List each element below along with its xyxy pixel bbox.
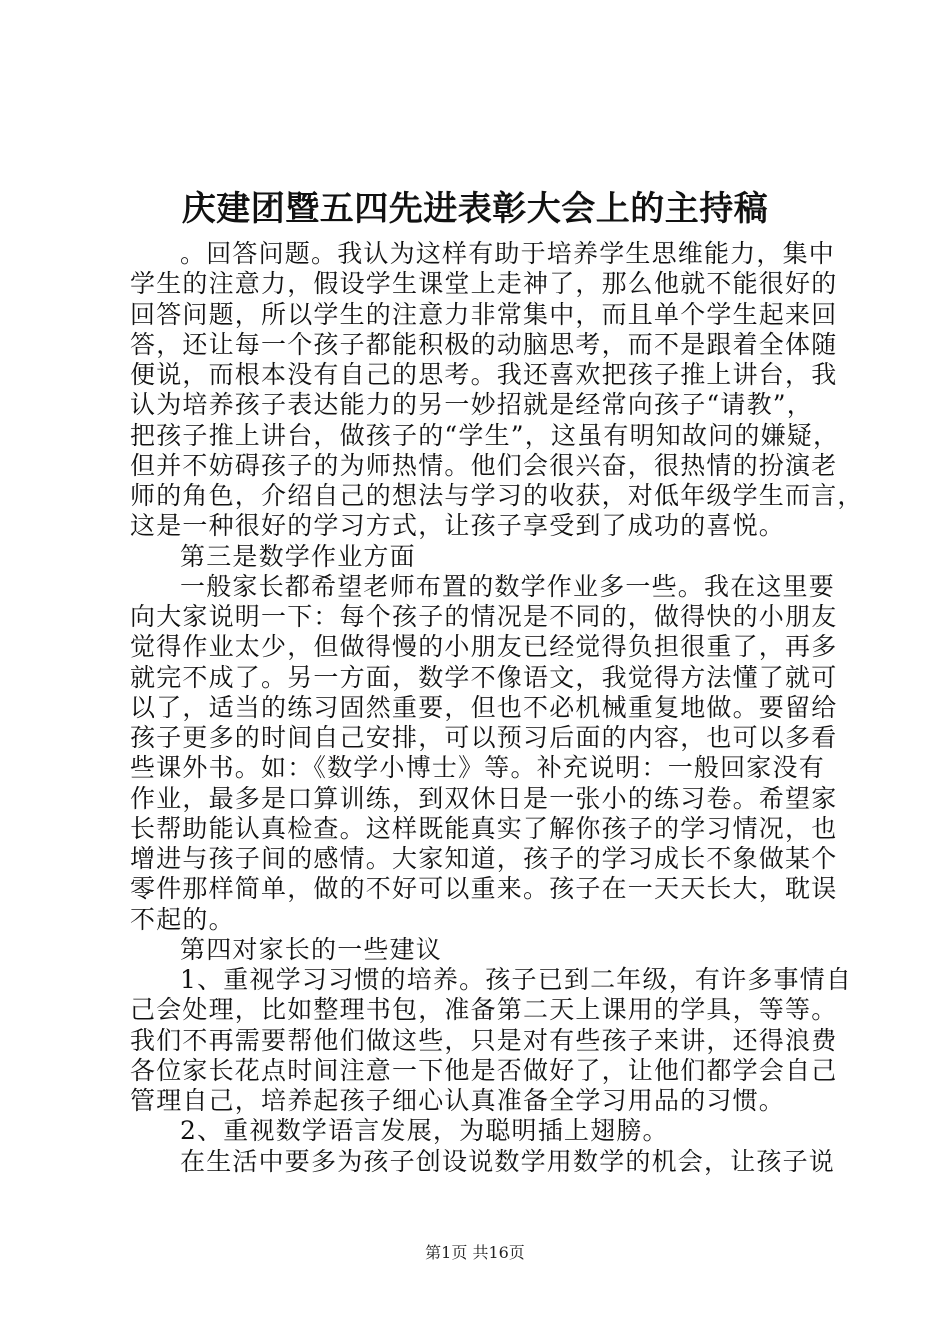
text-line: 一般家长都希望老师布置的数学作业多一些。我在这里要 <box>180 571 836 601</box>
text-line: 向大家说明一下：每个孩子的情况是不同的，做得快的小朋友 <box>130 602 838 631</box>
text-line: 把孩子推上讲台，做孩子的“学生”，这虽有明知故问的嫌疑， <box>130 420 840 450</box>
text-line: 学生的注意力，假设学生课堂上走神了，那么他就不能很好的 <box>130 269 838 299</box>
text-line: 便说，而根本没有自己的思考。我还喜欢把孩子推上讲台，我 <box>130 360 838 389</box>
text-line: 回答问题，所以学生的注意力非常集中，而且单个学生起来回 <box>130 299 838 329</box>
text-line: 长帮助能认真检查。这样既能真实了解你孩子的学习情况，也 <box>130 813 838 843</box>
text-line: 就完不成了。另一方面，数学不像语文，我觉得方法懂了就可 <box>130 662 838 692</box>
text-line: 各位家长花点时间注意一下他是否做好了，让他们都学会自己 <box>130 1055 838 1085</box>
text-line: 答，还让每一个孩子都能积极的动脑思考，而不是跟着全体随 <box>130 329 838 359</box>
text-line: 我们不再需要帮他们做这些，只是对有些孩子来讲，还得浪费 <box>130 1025 838 1055</box>
text-line: 。回答问题。我认为这样有助于培养学生思维能力，集中 <box>180 239 836 268</box>
text-line: 作业，最多是口算训练，到双休日是一张小的练习卷。希望家 <box>130 783 838 813</box>
text-line: 觉得作业太少，但做得慢的小朋友已经觉得负担很重了，再多 <box>130 632 838 662</box>
text-line: 第四对家长的一些建议 <box>180 934 443 964</box>
text-line: 些课外书。如：《数学小博士》等。补充说明：一般回家没有 <box>130 753 825 783</box>
text-line: 第三是数学作业方面 <box>180 541 416 571</box>
text-line: 零件那样简单，做的不好可以重来。孩子在一天天长大，耽误 <box>130 874 838 904</box>
text-line: 在生活中要多为孩子创设说数学用数学的机会，让孩子说 <box>180 1146 836 1176</box>
document-body <box>130 239 864 1177</box>
page-number-footer: 第1页 共16页 <box>425 1243 525 1262</box>
text-line: 孩子更多的时间自己安排，可以预习后面的内容，也可以多看 <box>130 723 838 752</box>
text-line: 师的角色，介绍自己的想法与学习的收获，对低年级学生而言， <box>130 481 864 510</box>
text-line: 这是一种很好的学习方式，让孩子享受到了成功的喜悦。 <box>130 511 786 541</box>
text-line: 管理自己，培养起孩子细心认真准备全学习用品的习惯。 <box>130 1086 786 1115</box>
text-line: 增进与孩子间的感情。大家知道，孩子的学习成长不象做某个 <box>130 844 838 873</box>
text-line: 但并不妨碍孩子的为师热情。他们会很兴奋，很热情的扮演老 <box>130 450 838 480</box>
text-line: 己会处理，比如整理书包，准备第二天上课用的学具，等等。 <box>130 995 838 1025</box>
text-line: 不起的。 <box>130 904 235 934</box>
text-line: 以了，适当的练习固然重要，但也不必机械重复地做。要留给 <box>130 692 838 722</box>
text-line: 认为培养孩子表达能力的另一妙招就是经常向孩子“请教”， <box>130 390 813 420</box>
text-line: 1、重视学习习惯的培养。孩子已到二年级，有许多事情自 <box>180 965 853 994</box>
text-line: 2、重视数学语言发展，为聪明插上翅膀。 <box>180 1116 669 1146</box>
document-title: 庆建团暨五四先进表彰大会上的主持稿 <box>181 189 769 229</box>
